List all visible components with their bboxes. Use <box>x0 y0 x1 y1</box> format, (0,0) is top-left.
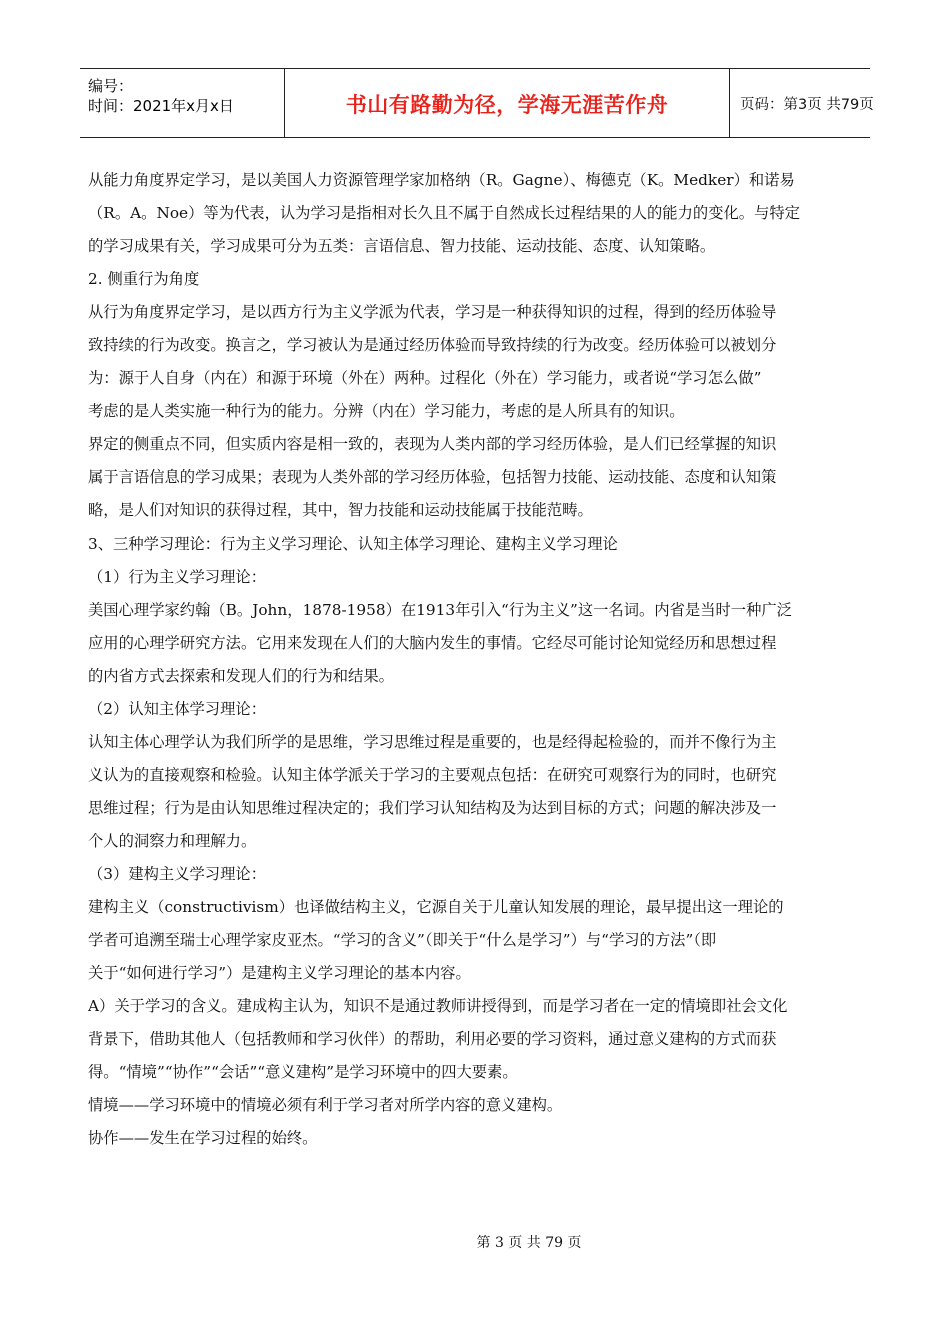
body-line: 协作——发生在学习过程的始终。 <box>88 1129 318 1148</box>
page-header <box>80 68 874 138</box>
body-line: （R。A。Noe）等为代表，认为学习是指相对长久且不属于自然成长过程结果的人的能力的变化。与特定 <box>88 204 800 223</box>
time-label: 时间：2021年x月x日 <box>88 97 234 115</box>
body-line: 思维过程；行为是由认知思维过程决定的；我们学习认知结构及为达到目标的方式；问题的解决涉及一 <box>88 798 777 817</box>
page-footer <box>0 1232 950 1252</box>
body-line: 得。“情境”“协作”“会话”“意义建构”是学习环境中的四大要素。 <box>88 1063 518 1082</box>
body-line: 情境——学习环境中的情境必须有利于学习者对所学内容的意义建构。 <box>88 1096 563 1115</box>
body-line: （3）建构主义学习理论： <box>88 864 266 883</box>
document-body <box>88 164 863 1155</box>
body-line: （2）认知主体学习理论： <box>88 699 266 718</box>
body-line: 2. 侧重行为角度 <box>88 270 200 289</box>
body-line: 属于言语信息的学习成果；表现为人类外部的学习经历体验，包括智力技能、运动技能、态度和认知策 <box>88 468 777 487</box>
motto-text: 书山有路勤为径，学海无涯苦作舟 <box>345 93 669 117</box>
body-line: （1）行为主义学习理论： <box>88 567 266 586</box>
body-line: 的内省方式去探索和发现人们的行为和结果。 <box>88 666 394 685</box>
body-line: 背景下，借助其他人（包括教师和学习伙伴）的帮助，利用必要的学习资料，通过意义建构的方式而获 <box>88 1030 777 1049</box>
footer-page-number: 第 3 页 共 79 页 <box>476 1235 582 1251</box>
body-line: 为：源于人自身（内在）和源于环境（外在）两种。过程化（外在）学习能力，或者说“学习怎么做” <box>88 369 762 388</box>
body-line: 个人的洞察力和理解力。 <box>88 831 257 850</box>
body-line: 义认为的直接观察和检验。认知主体学派关于学习的主要观点包括：在研究可观察行为的同时，也研究 <box>88 765 777 784</box>
body-line: 略，是人们对知识的获得过程，其中，智力技能和运动技能属于技能范畴。 <box>88 501 593 520</box>
page-code: 页码：第3页 共79页 <box>740 97 874 113</box>
header-page-cell <box>730 69 874 137</box>
header-motto-cell <box>284 69 730 137</box>
body-line: 认知主体心理学认为我们所学的是思维，学习思维过程是重要的，也是经得起检验的，而并不像行为主 <box>88 732 777 751</box>
body-line: 学者可追溯至瑞士心理学家皮亚杰。“学习的含义”（即关于“什么是学习”）与“学习的方法”（即 <box>88 931 717 950</box>
body-line: 考虑的是人类实施一种行为的能力。分辨（内在）学习能力，考虑的是人所具有的知识。 <box>88 402 685 421</box>
body-line: 美国心理学家约翰（B。John，1878-1958）在1913年引入“行为主义”这一名词。内省是当时一种广泛 <box>88 600 792 619</box>
body-line: 建构主义（constructivism）也译做结构主义，它源自关于儿童认知发展的理论，最早提出这一理论的 <box>88 898 784 917</box>
body-line: 3、三种学习理论：行为主义学习理论、认知主体学习理论、建构主义学习理论 <box>88 534 618 553</box>
body-line: 的学习成果有关，学习成果可分为五类：言语信息、智力技能、运动技能、态度、认知策略。 <box>88 237 716 256</box>
body-line: 从行为角度界定学习，是以西方行为主义学派为代表，学习是一种获得知识的过程，得到的经历体验导 <box>88 303 777 322</box>
header-meta-cell <box>80 69 284 137</box>
body-line: 界定的侧重点不同，但实质内容是相一致的，表现为人类内部的学习经历体验，是人们已经掌握的知识 <box>88 435 777 454</box>
number-label: 编号： <box>88 77 134 95</box>
body-line: 应用的心理学研究方法。它用来发现在人们的大脑内发生的事情。它经尽可能讨论知觉经历和思想过程 <box>88 633 777 652</box>
body-line: 从能力角度界定学习，是以美国人力资源管理学家加格纳（R。Gagne）、梅德克（K。Medker）和诺易 <box>88 171 795 189</box>
body-line: 关于“如何进行学习”）是建构主义学习理论的基本内容。 <box>88 964 471 983</box>
body-line: A）关于学习的含义。建成构主认为，知识不是通过教师讲授得到，而是学习者在一定的情境即社会文化 <box>88 997 788 1016</box>
body-line: 致持续的行为改变。换言之，学习被认为是通过经历体验而导致持续的行为改变。经历体验可以被划分 <box>88 336 777 355</box>
